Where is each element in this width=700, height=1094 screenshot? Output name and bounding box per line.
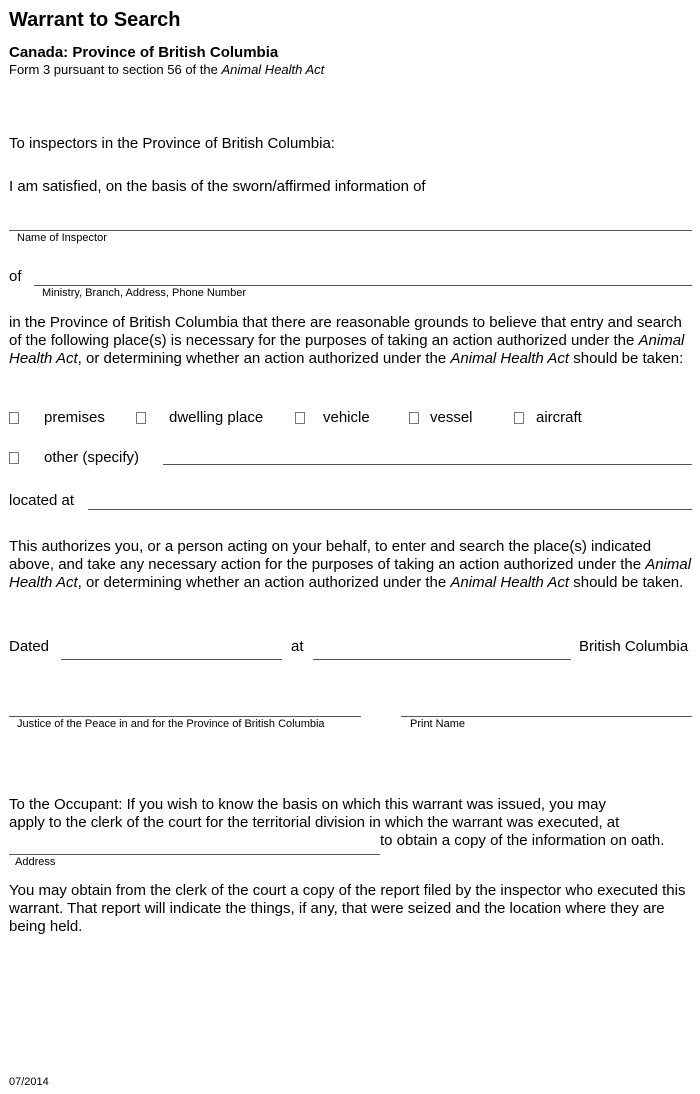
occupant-notice-line-1: To the Occupant: If you wish to know the basis on which this warrant was issued, you may	[9, 796, 606, 813]
premises-checkbox[interactable]	[9, 412, 19, 424]
located-at-label: located at	[9, 492, 75, 509]
form-revision-date: 07/2014	[9, 1076, 49, 1088]
premises-label: premises	[44, 409, 105, 426]
dated-label: Dated	[9, 638, 50, 655]
vehicle-label: vehicle	[323, 409, 370, 426]
form-title: Warrant to Search	[9, 9, 181, 31]
province-label: British Columbia	[579, 638, 689, 655]
print-name-label: Print Name	[410, 718, 466, 730]
authorization-act-2: Animal Health Act	[450, 574, 570, 591]
of-label: of	[9, 268, 22, 285]
grounds-paragraph	[9, 314, 697, 368]
ministry-label: Ministry, Branch, Address, Phone Number	[42, 287, 246, 299]
form-reference-text: Form 3 pursuant to section 56 of the	[9, 62, 222, 77]
dwelling-place-checkbox[interactable]	[136, 412, 146, 424]
authorization-act-1: Animal Health Act	[9, 556, 692, 591]
grounds-act-1: Animal Health Act	[9, 332, 685, 367]
jurisdiction-heading: Canada: Province of British Columbia	[9, 44, 279, 61]
dwelling-place-label: dwelling place	[169, 409, 264, 426]
justice-signature-label: Justice of the Peace in and for the Province of British Columbia	[17, 718, 325, 730]
authorization-paragraph	[9, 538, 697, 592]
form-reference	[9, 62, 324, 78]
report-paragraph: You may obtain from the clerk of the court a copy of the report filed by the inspector who executed this warrant. That report will indicate the things, if any, that were seized and the location where they are being held.	[9, 882, 686, 935]
grounds-text-3: should be taken:	[569, 350, 684, 367]
vessel-checkbox[interactable]	[409, 412, 419, 424]
dated-field[interactable]	[61, 659, 282, 660]
print-name-field[interactable]	[401, 716, 692, 717]
located-at-field[interactable]	[88, 509, 692, 510]
dated-place-field[interactable]	[313, 659, 571, 660]
ministry-field[interactable]	[34, 285, 692, 286]
grounds-text-2: , or determining whether an action authorized under the	[77, 350, 451, 367]
authorization-text-3: should be taken.	[569, 574, 684, 591]
form-reference-act: Animal Health Act	[221, 62, 325, 77]
salutation: To inspectors in the Province of British Columbia:	[9, 135, 335, 152]
vessel-label: vessel	[430, 409, 473, 426]
aircraft-checkbox[interactable]	[514, 412, 524, 424]
court-address-field[interactable]	[9, 854, 380, 855]
aircraft-label: aircraft	[536, 409, 582, 426]
inspector-name-label: Name of Inspector	[17, 232, 107, 244]
other-specify-field[interactable]	[163, 464, 692, 465]
grounds-act-2: Animal Health Act	[450, 350, 570, 367]
vehicle-checkbox[interactable]	[295, 412, 305, 424]
court-address-label: Address	[15, 856, 56, 868]
other-checkbox[interactable]	[9, 452, 19, 464]
occupant-notice-line-2: apply to the clerk of the court for the territorial division in which the warrant was executed, at	[9, 814, 620, 831]
authorization-text-1: This authorizes you, or a person acting on your behalf, to enter and search the place(s) indicated above, and take any necessary action for the purposes of taking an action authorized under the	[9, 538, 652, 573]
authorization-text-2: , or determining whether an action authorized under the	[77, 574, 451, 591]
other-label: other (specify)	[44, 449, 140, 466]
justice-signature-field[interactable]	[9, 716, 361, 717]
satisfied-statement: I am satisfied, on the basis of the sworn/affirmed information of	[9, 178, 426, 195]
at-label: at	[291, 638, 304, 655]
grounds-text-1: in the Province of British Columbia that there are reasonable grounds to believe that entry and search of the following place(s) is necessary for the purposes of taking an action authorized under the	[9, 314, 682, 349]
occupant-notice-line-3: to obtain a copy of the information on oath.	[380, 832, 665, 849]
inspector-name-field[interactable]	[9, 230, 692, 231]
